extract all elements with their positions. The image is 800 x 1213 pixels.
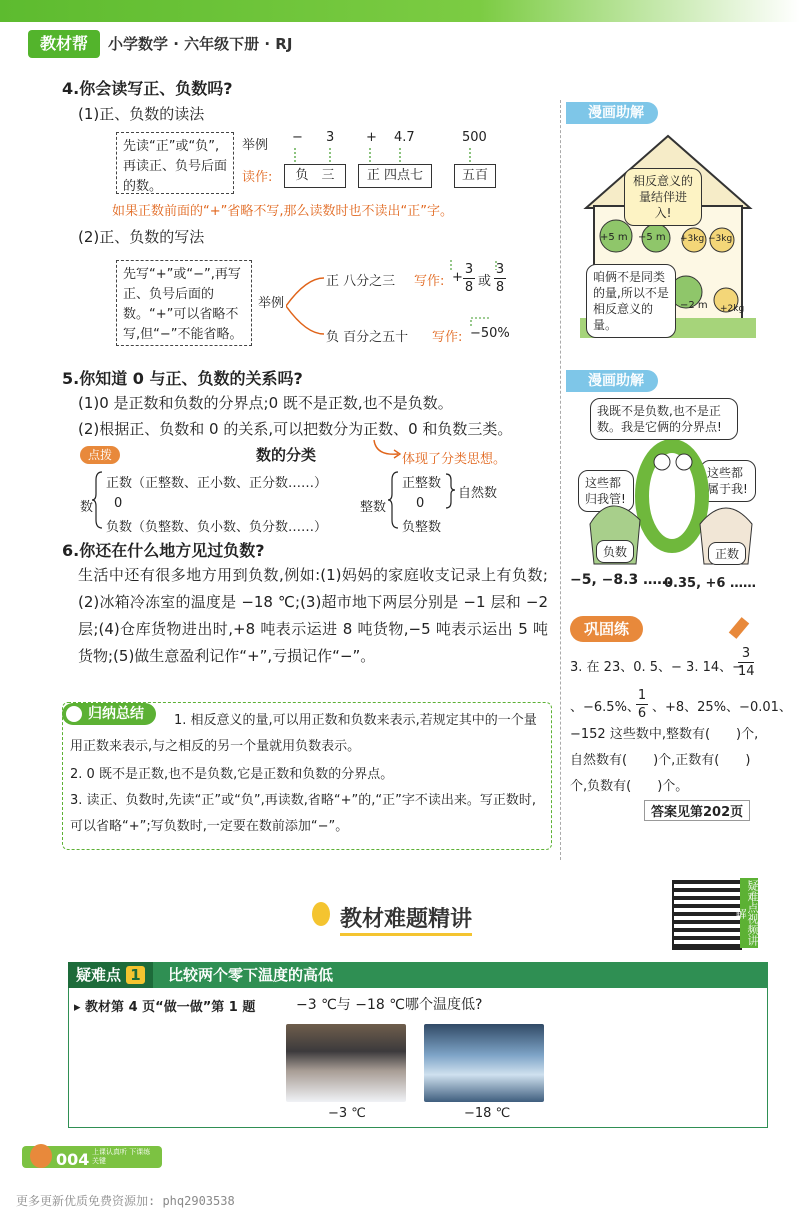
read-arrows: [280, 146, 510, 166]
read-num-2: 3: [326, 130, 335, 145]
textbook-ref: ▸ 教材第 4 页“做一做”第 1 题: [74, 1000, 256, 1015]
read-rule-box: 先读“正”或“负”,再读正、负号后面的数。: [116, 132, 234, 194]
page-number: 004: [56, 1150, 90, 1169]
write-1-denominator-b: 8: [495, 280, 505, 295]
natural-brace: [446, 472, 456, 512]
comic2-positive-label: 正数: [708, 542, 746, 565]
comic2-bubble-3: 这些都属于我!: [700, 460, 756, 502]
write-example-label: 举例: [258, 296, 285, 311]
practice-q-part-d: −152 这些数中,整数有( )个,自然数有( )个,正数有( )个,负数有( )个。: [570, 727, 759, 794]
class-negative: 负数（负整数、负小数、负分数……）: [106, 520, 328, 535]
comic1-tag-2: −5 m: [638, 232, 666, 243]
practice-q-part-c: 、+8、25%、−0.01、: [652, 700, 792, 715]
summary-title: 归纳总结: [62, 703, 156, 725]
frozen-ice-photo: [424, 1024, 544, 1102]
qr-code-icon: [672, 880, 742, 950]
int-brace: [388, 470, 400, 530]
comic1-tag-3: +3kg: [680, 234, 705, 244]
section-banner: 教材难题精讲: [340, 902, 472, 936]
practice-q-part-a: 3. 在 23、0. 5、− 3. 14、−: [570, 660, 744, 675]
read-num-4: 4.7: [394, 130, 415, 145]
section6-body: 生活中还有很多地方用到负数,例如:(1)妈妈的家庭收支记录上有负数;(2)冰箱冷冻室的温度是 −18 ℃;(3)超市地下两层分别是 −1 层和 −2 层;(4)仓库货物进出时,+8 吨表示运进 8 吨货物,−5 吨表示运出 5 吨货物;(5)做生意盈利记作“+”,亏损记作“−”。: [78, 566, 548, 665]
comic2-positive-numbers: 0.35, +6 ……: [664, 576, 757, 591]
comic1-tag-5: −2 m: [680, 300, 708, 311]
section4-sub2: (2)正、负数的写法: [78, 228, 205, 246]
class-zero: 0: [114, 496, 123, 511]
practice-frac2-den: 6: [637, 706, 647, 721]
int-negative: 负整数: [402, 520, 442, 535]
class-root: 数: [80, 500, 94, 515]
comic2-negative-numbers: −5, −8.3 ……: [570, 572, 672, 588]
practice-q-part-b: 、−6.5%、: [570, 700, 640, 715]
read-label: 读作:: [242, 170, 273, 185]
answer-ref: 答案见第202页: [644, 800, 750, 821]
difficulty-label-text: 疑难点: [76, 966, 122, 984]
write-rule-box: 先写“+”或“−”,再写正、负号后面的数。“+”可以省略不写,但“−”不能省略。: [116, 260, 252, 346]
comic1-tag-6: +2kg: [720, 304, 745, 314]
write-1-numerator: 3: [464, 262, 474, 277]
photo1-caption: −3 ℃: [328, 1106, 366, 1121]
practice-frac2-num: 1: [637, 688, 647, 703]
comic1-bubble: 咱俩不是同类的量,所以不是相反意义的量。: [586, 264, 676, 338]
section5-title: 5.你知道 0 与正、负数的关系吗?: [62, 369, 303, 388]
class-positive: 正数（正整数、正小数、正分数……）: [106, 476, 328, 491]
comic2-bubble-2: 这些都归我管!: [578, 470, 634, 512]
summary-line-3: 3. 读正、负数时,先读“正”或“负”,再读数,省略“+”的,“正”字不读出来。写正数时,可以省略“+”;写负数时,一定要在数前添加“−”。: [70, 793, 536, 834]
read-example-label: 举例: [242, 138, 269, 153]
classification-title: 数的分类: [256, 446, 317, 464]
read-note: 如果正数前面的“+”省略不写,那么读数时也不读出“正”字。: [112, 204, 453, 219]
write-1-numerator-b: 3: [495, 262, 505, 277]
section5-p2: (2)根据正、负数和 0 的关系,可以把数分为正数、0 和负数三类。: [78, 420, 513, 438]
cold-mountain-photo: [286, 1024, 406, 1102]
practice-title: 巩固练: [570, 616, 643, 642]
reading-1: 负 三: [284, 164, 346, 188]
int-zero: 0: [416, 496, 425, 511]
int-positive: 正整数: [402, 476, 442, 491]
hint-tag: 点拨: [80, 446, 120, 464]
section5-p1: (1)0 是正数和负数的分界点;0 既不是正数,也不是负数。: [78, 394, 453, 412]
classification-note: 体现了分类思想。: [402, 452, 507, 467]
practice-frac-num: 3: [738, 646, 754, 663]
reading-3: 五百: [454, 164, 496, 188]
brand-badge: 教材帮: [28, 30, 100, 58]
write-1-label: 写作:: [414, 274, 445, 289]
difficulty-label: [68, 962, 153, 988]
mascot-icon: [30, 1144, 52, 1168]
comic1-tag-4: −3kg: [708, 234, 733, 244]
practice-frac-den: 14: [738, 664, 755, 679]
lightbulb-icon: [312, 902, 330, 926]
comic1-title: 漫画助解: [566, 102, 658, 124]
write-2-label: 写作:: [432, 330, 463, 345]
section6-title: 6.你还在什么地方见过负数?: [62, 541, 265, 560]
write-2-value: −50%: [470, 326, 510, 341]
difficulty-question: −3 ℃与 −18 ℃哪个温度低?: [296, 997, 483, 1013]
read-num-3: +: [366, 130, 377, 145]
write-1-or: 或: [478, 274, 492, 289]
comic2-bubble-1: 我既不是负数,也不是正数。我是它俩的分界点!: [590, 398, 738, 440]
pencil-icon: [729, 617, 750, 639]
header-strip: [0, 0, 800, 22]
reading-2: 正 四点七: [358, 164, 432, 188]
difficulty-number: 1: [126, 966, 144, 984]
write-1-plus: +: [452, 270, 463, 285]
int-root: 整数: [360, 500, 387, 515]
comic2-title: 漫画助解: [566, 370, 658, 392]
read-num-5: 500: [462, 130, 487, 145]
book-title: 小学数学 · 六年级下册 · RJ: [108, 35, 293, 53]
class-brace: [92, 470, 104, 530]
photo2-caption: −18 ℃: [464, 1106, 511, 1121]
natural-label: 自然数: [458, 486, 498, 501]
summary-line-1: 1. 相反意义的量,可以用正数和负数来表示,若规定其中的一个量用正数来表示,与之相反的另一个量就用负数表示。: [70, 713, 537, 754]
write-2-read: 负 百分之五十: [326, 330, 409, 345]
section4-title: 4.你会读写正、负数吗?: [62, 79, 233, 98]
comic2-negative-label: 负数: [596, 540, 634, 563]
section4-sub1: (1)正、负数的读法: [78, 105, 205, 123]
write-1-read: 正 八分之三: [326, 274, 396, 289]
comic1-tag-1: +5 m: [600, 232, 628, 243]
qr-label: 疑难点视频讲解: [734, 880, 759, 946]
column-divider: [560, 100, 561, 860]
watermark: 更多更新优质免费资源加: phq2903538: [16, 1194, 235, 1208]
summary-line-2: 2. 0 既不是正数,也不是负数,它是正数和负数的分界点。: [70, 767, 394, 782]
write-1-denominator: 8: [464, 280, 474, 295]
comic1-sign: 相反意义的量结伴进入!: [624, 168, 702, 226]
footer-slogan: 上课认真听 下课练关键: [92, 1148, 151, 1165]
difficulty-title: 比较两个零下温度的高低: [168, 966, 334, 984]
read-num-1: −: [292, 130, 303, 145]
